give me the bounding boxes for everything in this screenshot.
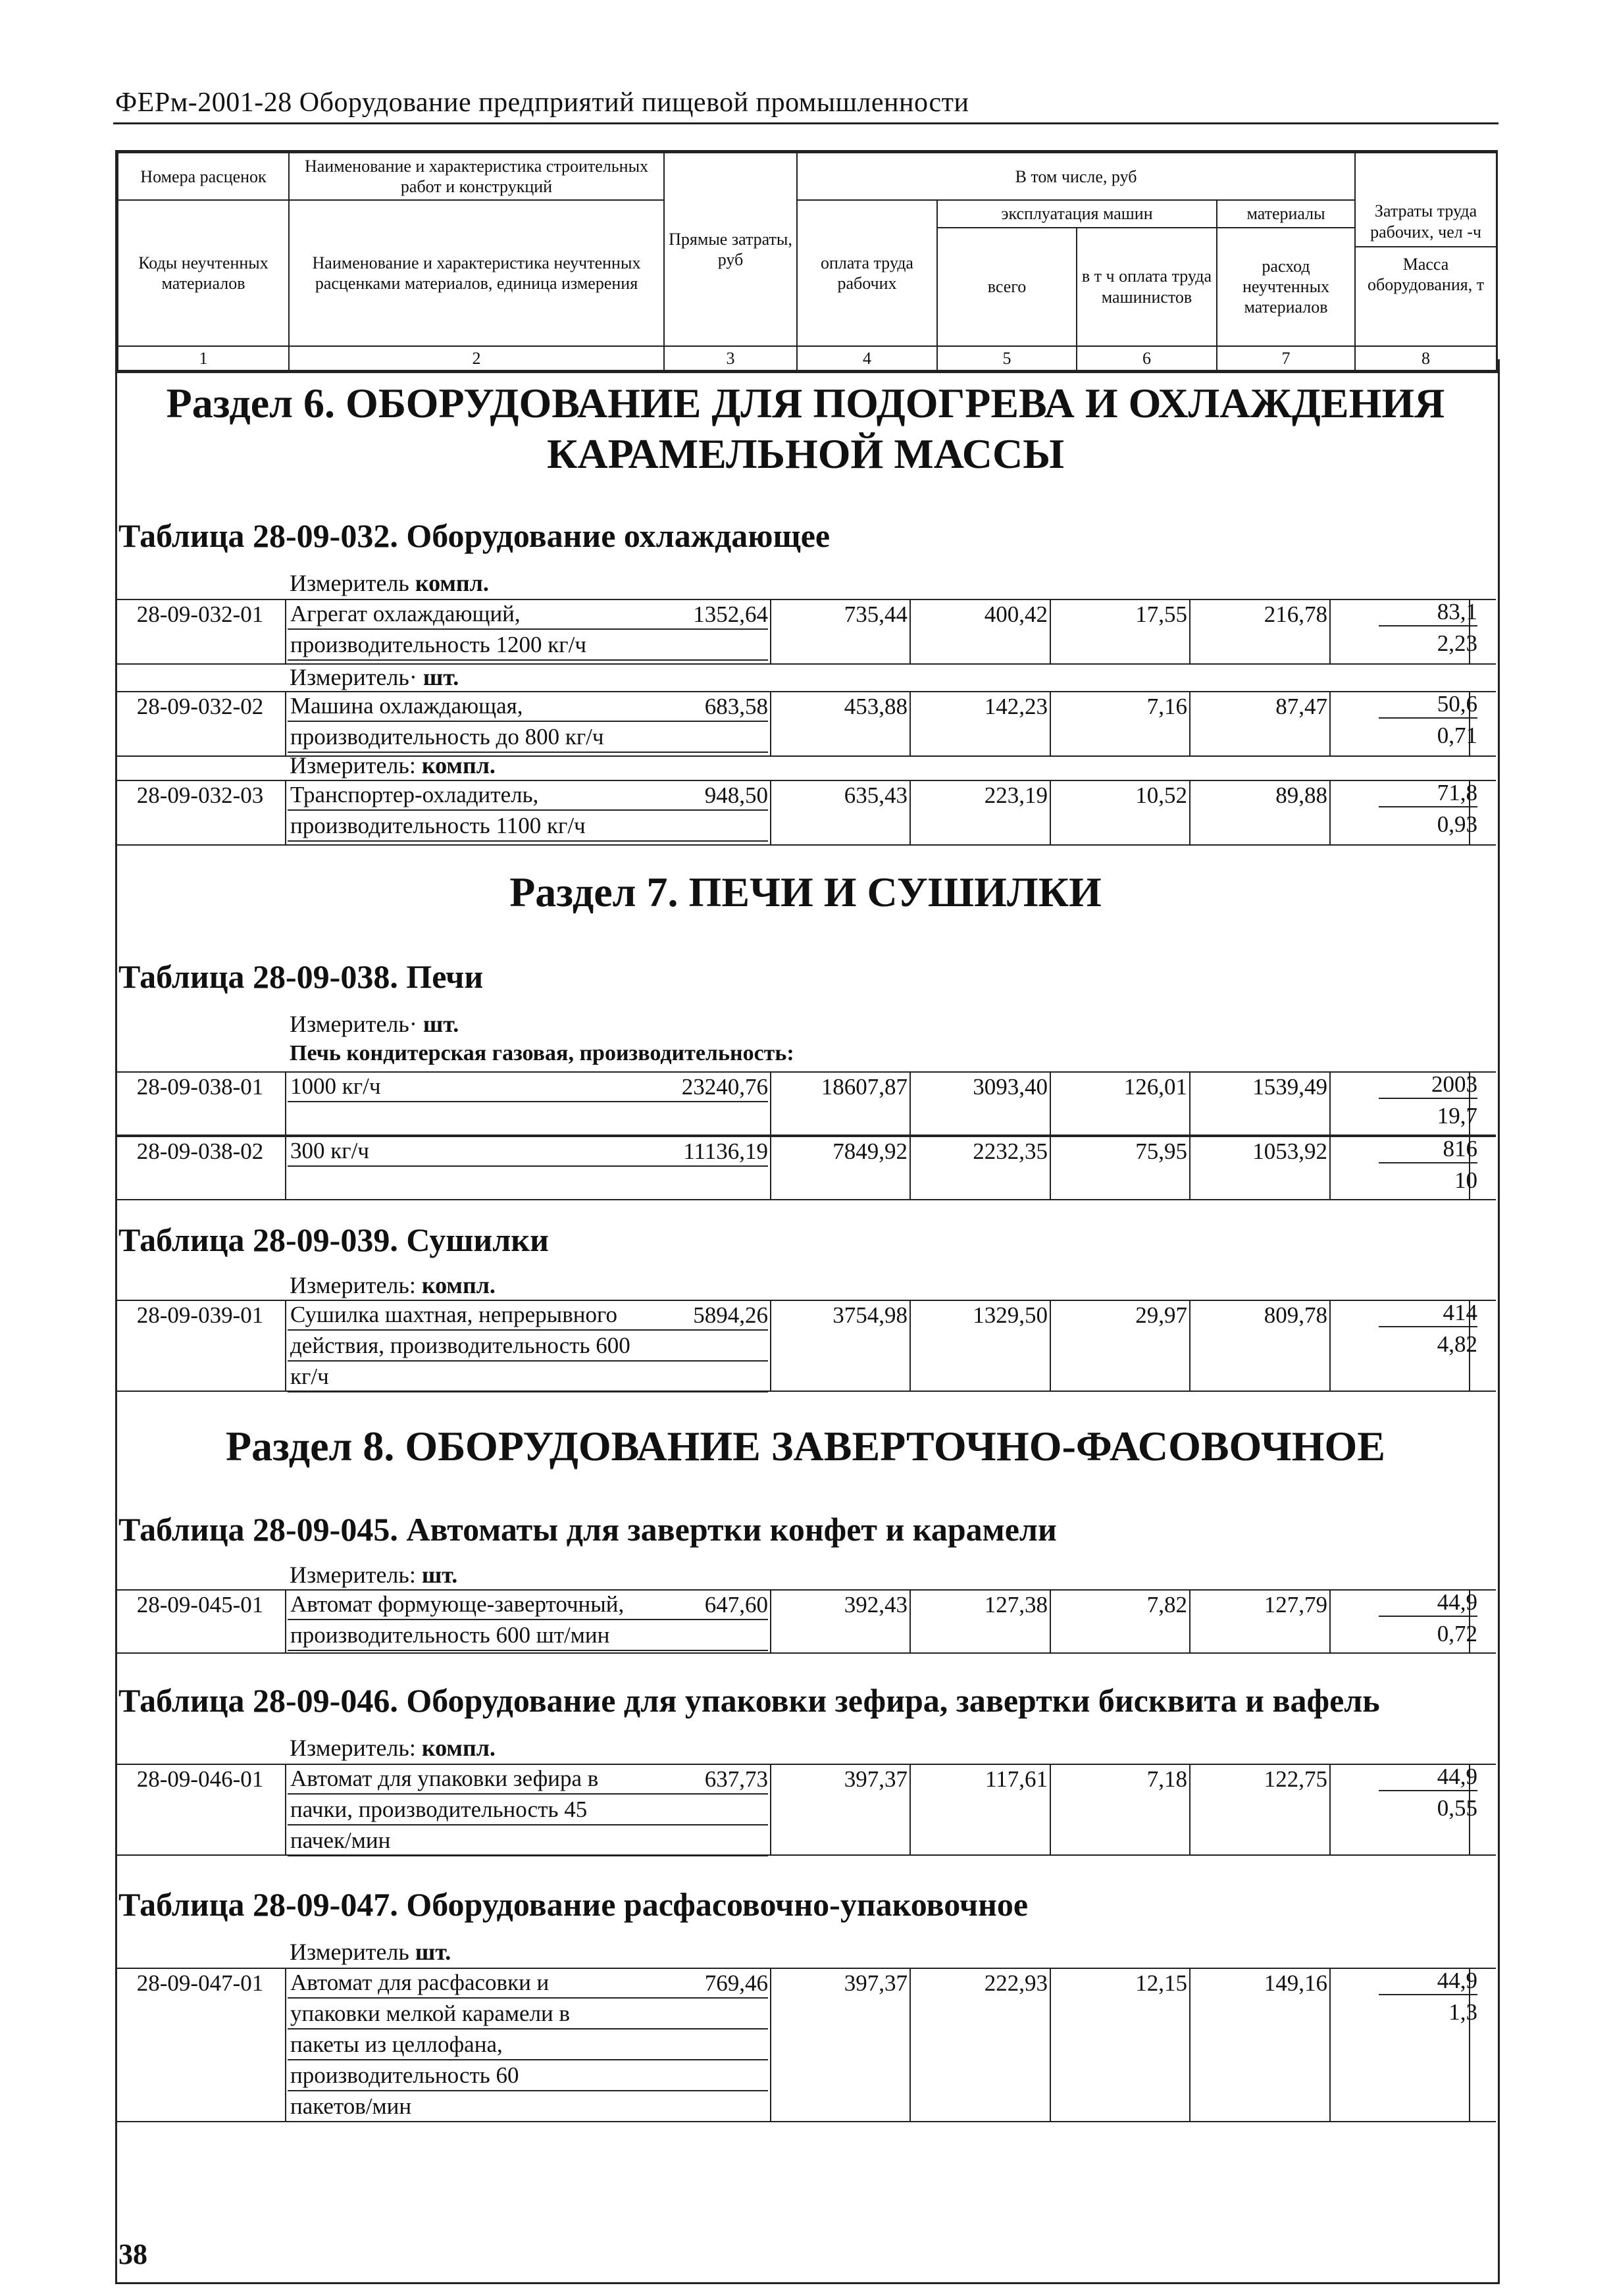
cell-mach-wage: 29,97 (1135, 1302, 1187, 1328)
cell-mass: 0,55 (1437, 1795, 1477, 1821)
cell-mat: 1539,49 (1252, 1074, 1327, 1100)
table-row (115, 1136, 1496, 1200)
work-name (288, 691, 768, 753)
unit-7-value: компл. (421, 1735, 496, 1761)
cell-mat: 809,78 (1264, 1302, 1327, 1328)
cell-labor: 83,1 (1379, 599, 1477, 626)
cell-wage: 18607,87 (821, 1074, 908, 1100)
work-name (288, 780, 768, 842)
unit-4-label: Измеритель· (290, 1011, 417, 1037)
cell-mass: 10 (1454, 1167, 1477, 1193)
cell-mat: 127,79 (1264, 1592, 1327, 1618)
cell-mach: 3093,40 (973, 1074, 1048, 1100)
column-rule (1329, 780, 1331, 846)
work-name-line: 300 кг/ч (288, 1136, 768, 1167)
col-num-4: 4 (797, 346, 937, 370)
work-name-line: производительность до 800 кг/ч (288, 722, 768, 753)
column-rule (1050, 691, 1051, 757)
table-row (115, 1071, 1496, 1136)
column-rule (909, 599, 911, 665)
mat-head: материалы (1217, 200, 1355, 227)
running-header: ФЕРм-2001-28 Оборудование предприятий пищевой промышленности (115, 88, 969, 118)
unit-4 (290, 1010, 459, 1038)
table-047-title: Таблица 28-09-047. Оборудование расфасовочно-упаковочное (118, 1886, 1029, 1923)
cell-direct: 683,58 (704, 694, 768, 719)
col8-head-b: Масса оборудования, т (1367, 254, 1485, 294)
column-rule (1189, 599, 1191, 665)
table-row (115, 1764, 1496, 1856)
column-rule (285, 1764, 286, 1856)
unit-1-value: компл. (415, 570, 489, 596)
cell-mach: 142,23 (984, 694, 1048, 719)
cell-mass: 4,82 (1437, 1331, 1477, 1357)
column-rule (1329, 1071, 1331, 1136)
cell-mach: 222,93 (984, 1970, 1048, 1996)
unit-5-label: Измеритель: (290, 1272, 416, 1298)
cell-mat: 87,47 (1275, 694, 1327, 719)
column-rule (1189, 1071, 1191, 1136)
cell-mass: 0,72 (1437, 1621, 1477, 1646)
incl-head: В том числе, руб (797, 153, 1355, 200)
work-name-line: Автомат для расфасовки и (288, 1968, 768, 1999)
column-rule (285, 780, 286, 846)
cell-direct: 769,46 (704, 1970, 768, 1996)
column-rule (285, 1300, 286, 1392)
cell-mach-wage: 10,52 (1135, 782, 1187, 808)
cell-wage: 3754,98 (832, 1302, 908, 1328)
column-rule (1329, 1300, 1331, 1392)
col7-head: расход неучтенных материалов (1217, 228, 1355, 346)
column-rule (909, 691, 911, 757)
section-8-title: Раздел 8. ОБОРУДОВАНИЕ ЗАВЕРТОЧНО-ФАСОВОЧНОЕ (226, 1423, 1385, 1469)
section-7-title: Раздел 7. ПЕЧИ И СУШИЛКИ (509, 869, 1102, 915)
cell-labor: 44,9 (1379, 1589, 1477, 1617)
col3-head: Прямые затраты, руб (664, 153, 797, 346)
oven-group-label: Печь кондитерская газовая, производительность: (290, 1041, 794, 1065)
unit-5-value: компл. (421, 1272, 496, 1298)
column-rule (1050, 1968, 1051, 2122)
column-rule (1050, 780, 1051, 846)
work-name-line: пакетов/мин (288, 2091, 768, 2122)
column-rule (909, 780, 911, 846)
col1-head-b: Коды неучтенных материалов (118, 200, 289, 345)
unit-5 (290, 1271, 496, 1299)
unit-4-value: шт. (422, 1011, 459, 1037)
column-rule (770, 1071, 771, 1136)
column-rule (770, 1136, 771, 1200)
cell-labor: 44,9 (1379, 1764, 1477, 1791)
col-num-8: 8 (1355, 346, 1497, 370)
table-row (115, 691, 1496, 757)
col2-head-a: Наименование и характеристика строительных работ и конструкций (289, 153, 664, 200)
column-rule (909, 1300, 911, 1392)
table-row (115, 599, 1496, 665)
unit-8 (290, 1938, 451, 1966)
unit-3-value: компл. (421, 752, 496, 778)
work-name-line: производительность 1100 кг/ч (288, 811, 768, 842)
column-rule (285, 1968, 286, 2122)
cell-mach-wage: 7,16 (1146, 694, 1187, 719)
cell-wage: 392,43 (844, 1592, 908, 1618)
table-046-title: Таблица 28-09-046. Оборудование для упаковки зефира, завертки бисквита и вафель (118, 1682, 1380, 1719)
unit-6-value: шт. (421, 1562, 458, 1588)
work-name-line: пачки, производительность 45 (288, 1795, 768, 1825)
section-6-title: Раздел 6. ОБОРУДОВАНИЕ ДЛЯ ПОДОГРЕВА И ОХЛАЖДЕНИЯ КАРАМЕЛЬНОЙ МАССЫ (166, 380, 1445, 477)
col1-head-a: Номера расценок (118, 153, 289, 200)
rate-code: 28-09-045-01 (136, 1592, 264, 1618)
column-rule (770, 599, 771, 665)
cell-direct: 647,60 (704, 1592, 768, 1618)
unit-6 (290, 1561, 457, 1589)
cell-wage: 735,44 (844, 601, 908, 627)
work-name-line: производительность 1200 кг/ч (288, 630, 768, 661)
column-rule (909, 1071, 911, 1136)
column-rule (770, 780, 771, 846)
work-name (288, 1968, 768, 2122)
cell-mass: 19,7 (1437, 1103, 1477, 1129)
column-rule (1329, 599, 1331, 665)
cell-mach-wage: 17,55 (1135, 601, 1187, 627)
col5-head: всего (937, 228, 1077, 346)
unit-2-value: шт. (422, 664, 459, 690)
column-rule (1050, 1300, 1051, 1392)
cell-labor: 2003 (1379, 1071, 1477, 1099)
column-rule (1189, 1589, 1191, 1654)
cell-wage: 7849,92 (832, 1138, 908, 1164)
cell-direct: 948,50 (704, 782, 768, 808)
col-num-7: 7 (1217, 346, 1355, 370)
rate-code: 28-09-032-03 (136, 782, 264, 808)
col-num-6: 6 (1077, 346, 1217, 370)
column-rule (1189, 780, 1191, 846)
column-rule (909, 1136, 911, 1200)
cell-mach-wage: 7,18 (1146, 1766, 1187, 1792)
cell-direct: 1352,64 (693, 601, 768, 627)
unit-8-label: Измеритель (290, 1939, 409, 1965)
col8-head-a: Затраты труда рабочих, чел -ч (1356, 197, 1496, 247)
column-rule (1329, 691, 1331, 757)
column-rule (285, 1071, 286, 1136)
work-name-line: 1000 кг/ч (288, 1071, 768, 1102)
cell-labor: 414 (1379, 1300, 1477, 1327)
cell-wage: 453,88 (844, 694, 908, 719)
cell-mach: 117,61 (985, 1766, 1048, 1792)
cell-mach-wage: 12,15 (1135, 1970, 1187, 1996)
work-name-line: производительность 60 (288, 2060, 768, 2091)
work-name (288, 1589, 768, 1651)
column-rule (770, 691, 771, 757)
cell-mach-wage: 7,82 (1146, 1592, 1187, 1618)
cell-mach: 223,19 (984, 782, 1048, 808)
table-header (115, 150, 1498, 373)
cell-labor: 71,8 (1379, 780, 1477, 807)
work-name-line: Автомат для упаковки зефира в (288, 1764, 768, 1795)
column-rule (1189, 1136, 1191, 1200)
column-rule (770, 1589, 771, 1654)
cell-labor: 44,9 (1379, 1968, 1477, 1995)
unit-3 (290, 752, 496, 779)
cell-mach: 1329,50 (973, 1302, 1048, 1328)
cell-mass: 0,93 (1437, 811, 1477, 837)
cell-mass: 2,23 (1437, 630, 1477, 656)
cell-direct: 23240,76 (681, 1074, 768, 1100)
cell-mach-wage: 126,01 (1123, 1074, 1187, 1100)
column-rule (770, 1764, 771, 1856)
rate-code: 28-09-032-02 (136, 694, 264, 719)
cell-mach-wage: 75,95 (1135, 1138, 1187, 1164)
cell-mat: 216,78 (1264, 601, 1327, 627)
column-rule (1050, 1071, 1051, 1136)
cell-direct: 5894,26 (693, 1302, 768, 1328)
rate-code: 28-09-038-02 (136, 1138, 264, 1164)
cell-mass: 0,71 (1437, 723, 1477, 748)
col2-head-b: Наименование и характеристика неучтенных расценками материалов, единица измерения (289, 200, 664, 345)
column-rule (770, 1300, 771, 1392)
work-name (288, 1764, 768, 1856)
work-name-line: Автомат формующе-заверточный, (288, 1589, 768, 1620)
unit-2 (290, 663, 459, 691)
column-rule (1329, 1764, 1331, 1856)
cell-mach: 2232,35 (973, 1138, 1048, 1164)
cell-mat: 1053,92 (1252, 1138, 1327, 1164)
cell-mat: 89,88 (1275, 782, 1327, 808)
cell-wage: 635,43 (844, 782, 908, 808)
column-rule (909, 1764, 911, 1856)
work-name-line: Машина охлаждающая, (288, 691, 768, 722)
work-name-line: Сушилка шахтная, непрерывного (288, 1300, 768, 1331)
cell-mach: 400,42 (984, 601, 1048, 627)
rate-code: 28-09-046-01 (136, 1766, 264, 1792)
table-032-title: Таблица 28-09-032. Оборудование охлаждающее (118, 517, 831, 554)
column-rule (285, 599, 286, 665)
column-rule (1050, 1589, 1051, 1654)
column-rule (1050, 1136, 1051, 1200)
column-rule (1329, 1968, 1331, 2122)
table-row (115, 1968, 1496, 2122)
column-rule (1329, 1136, 1331, 1200)
unit-7 (290, 1734, 496, 1762)
unit-7-label: Измеритель: (290, 1735, 416, 1761)
column-rule (1189, 1764, 1191, 1856)
unit-2-label: Измеритель· (290, 664, 417, 690)
work-name-line: Агрегат охлаждающий, (288, 599, 768, 630)
cell-mach: 127,38 (984, 1592, 1048, 1618)
cell-direct: 11136,19 (683, 1138, 768, 1164)
column-rule (1050, 599, 1051, 665)
col-num-2: 2 (289, 346, 664, 370)
work-name-line: пачек/мин (288, 1825, 768, 1856)
column-rule (1050, 1764, 1051, 1856)
column-rule (1189, 1300, 1191, 1392)
unit-6-label: Измеритель: (290, 1562, 416, 1588)
work-name-line: Транспортер-охладитель, (288, 780, 768, 811)
column-rule (909, 1968, 911, 2122)
cell-wage: 397,37 (844, 1970, 908, 1996)
cell-wage: 397,37 (844, 1766, 908, 1792)
work-name-line: производительность 600 шт/мин (288, 1620, 768, 1651)
header-rule (113, 122, 1498, 124)
work-name-line: пакеты из целлофана, (288, 2029, 768, 2060)
column-rule (1329, 1589, 1331, 1654)
mach-head: эксплуатация машин (937, 200, 1217, 227)
rate-code: 28-09-032-01 (136, 601, 264, 627)
unit-3-label: Измеритель: (290, 752, 416, 778)
cell-mat: 122,75 (1264, 1766, 1327, 1792)
cell-labor: 816 (1379, 1136, 1477, 1163)
cell-mass: 1,3 (1448, 1999, 1477, 2025)
rate-code: 28-09-038-01 (136, 1074, 264, 1100)
unit-1-label: Измеритель (290, 570, 409, 596)
unit-8-value: шт. (415, 1939, 451, 1965)
table-row (115, 780, 1496, 846)
work-name-line: кг/ч (288, 1362, 768, 1392)
cell-mat: 149,16 (1264, 1970, 1327, 1996)
column-rule (909, 1589, 911, 1654)
table-038-title: Таблица 28-09-038. Печи (118, 958, 484, 995)
unit-1 (290, 569, 489, 597)
col8-head (1355, 153, 1497, 346)
col-num-1: 1 (118, 346, 289, 370)
col-num-5: 5 (937, 346, 1077, 370)
col6-head: в т ч оплата труда машинистов (1077, 228, 1217, 346)
rate-code: 28-09-039-01 (136, 1302, 264, 1328)
table-row (115, 1300, 1496, 1392)
page-number: 38 (118, 2238, 147, 2270)
col4-head: оплата труда рабочих (797, 200, 937, 345)
work-name-line: упаковки мелкой карамели в (288, 1999, 768, 2029)
cell-labor: 50,6 (1379, 691, 1477, 719)
table-row (115, 1589, 1496, 1654)
work-name-line: действия, производительность 600 (288, 1331, 768, 1362)
column-rule (770, 1968, 771, 2122)
col-num-3: 3 (664, 346, 797, 370)
column-rule (285, 691, 286, 757)
cell-direct: 637,73 (704, 1766, 768, 1792)
column-rule (285, 1589, 286, 1654)
column-rule (1189, 691, 1191, 757)
column-rule (285, 1136, 286, 1200)
column-rule (1189, 1968, 1191, 2122)
table-039-title: Таблица 28-09-039. Сушилки (118, 1221, 549, 1258)
rate-code: 28-09-047-01 (136, 1970, 264, 1996)
table-045-title: Таблица 28-09-045. Автоматы для завертки конфет и карамели (118, 1511, 1057, 1548)
